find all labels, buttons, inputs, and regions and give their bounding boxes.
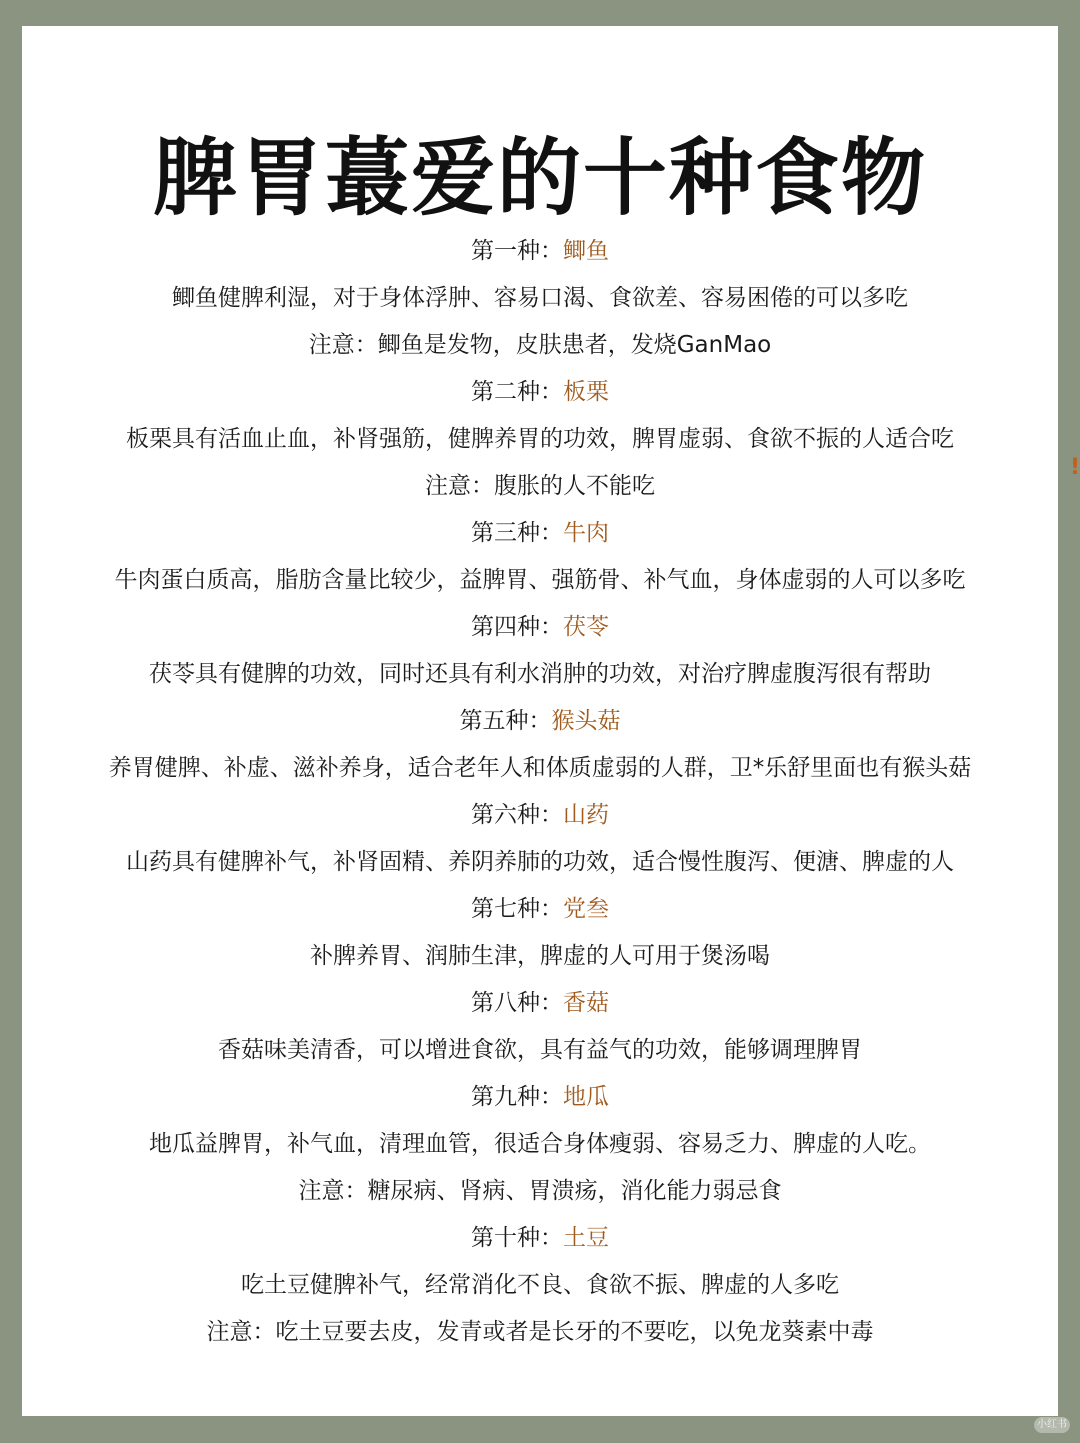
item-heading — [22, 604, 1058, 651]
item-description: 吃土豆健脾补气，经常消化不良、食欲不振、脾虚的人多吃 — [241, 1272, 839, 1298]
food-name: 土豆 — [563, 1225, 609, 1251]
item-label: 第二种： — [471, 379, 563, 405]
item-label: 第九种： — [471, 1084, 563, 1110]
item-description: 地瓜益脾胃，补气血，清理血管，很适合身体瘦弱、容易乏力、脾虚的人吃。 — [149, 1131, 931, 1157]
item-note: 注意：鲫鱼是发物，皮肤患者，发烧GanMao — [308, 332, 772, 358]
item-heading — [22, 1074, 1058, 1121]
food-name: 山药 — [563, 802, 609, 828]
item-label: 第三种： — [471, 520, 563, 546]
item-heading — [22, 369, 1058, 416]
item-heading — [22, 1215, 1058, 1262]
item-label: 第四种： — [471, 614, 563, 640]
item-label: 第五种： — [459, 708, 552, 734]
page-title: 脾胃蕞爱的十种食物 — [152, 129, 927, 227]
item-heading — [22, 980, 1058, 1027]
item-description: 板栗具有活血止血，补肾强筋，健脾养胃的功效，脾胃虚弱、食欲不振的人适合吃 — [126, 426, 954, 452]
item-description: 补脾养胃、润肺生津，脾虚的人可用于煲汤喝 — [310, 943, 770, 969]
food-name: 茯苓 — [563, 614, 609, 640]
item-description: 养胃健脾、补虚、滋补养身，适合老年人和体质虚弱的人群，卫*乐舒里面也有猴头菇 — [108, 755, 972, 781]
watermark-logo: 小红书 — [1034, 1417, 1070, 1433]
item-note: 注意：糖尿病、肾病、胃溃疡，消化能力弱忌食 — [298, 1178, 782, 1204]
item-heading — [22, 792, 1058, 839]
food-name: 猴头菇 — [551, 708, 621, 734]
food-name: 地瓜 — [563, 1084, 609, 1110]
item-label: 第八种： — [471, 990, 563, 1016]
item-heading — [22, 698, 1058, 745]
food-name: 香菇 — [563, 990, 609, 1016]
content-card — [22, 26, 1058, 1416]
item-description: 香菇味美清香，可以增进食欲，具有益气的功效，能够调理脾胃 — [218, 1037, 862, 1063]
item-note: 注意：腹胀的人不能吃 — [425, 473, 655, 499]
item-label: 第六种： — [471, 802, 563, 828]
item-label: 第一种： — [471, 238, 563, 264]
item-label: 第十种： — [471, 1225, 563, 1251]
item-description: 茯苓具有健脾的功效，同时还具有利水消肿的功效，对治疗脾虚腹泻很有帮助 — [149, 661, 931, 687]
food-name: 党叁 — [563, 896, 609, 922]
item-label: 第七种： — [471, 896, 563, 922]
item-description: 牛肉蛋白质高，脂肪含量比较少，益脾胃、强筋骨、补气血，身体虚弱的人可以多吃 — [114, 567, 966, 593]
item-description: 山药具有健脾补气，补肾固精、养阴养肺的功效，适合慢性腹泻、便溏、脾虚的人 — [126, 849, 954, 875]
food-name: 牛肉 — [563, 520, 609, 546]
exclamation-mark: ! — [1070, 455, 1080, 480]
item-heading — [22, 510, 1058, 557]
item-heading — [22, 228, 1058, 275]
item-note: 注意：吃土豆要去皮，发青或者是长牙的不要吃，以免龙葵素中毒 — [206, 1319, 874, 1345]
food-name: 鲫鱼 — [563, 238, 609, 264]
item-heading — [22, 886, 1058, 933]
food-name: 板栗 — [563, 379, 609, 405]
food-list — [22, 228, 1058, 1356]
item-description: 鲫鱼健脾利湿，对于身体浮肿、容易口渴、食欲差、容易困倦的可以多吃 — [172, 285, 908, 311]
